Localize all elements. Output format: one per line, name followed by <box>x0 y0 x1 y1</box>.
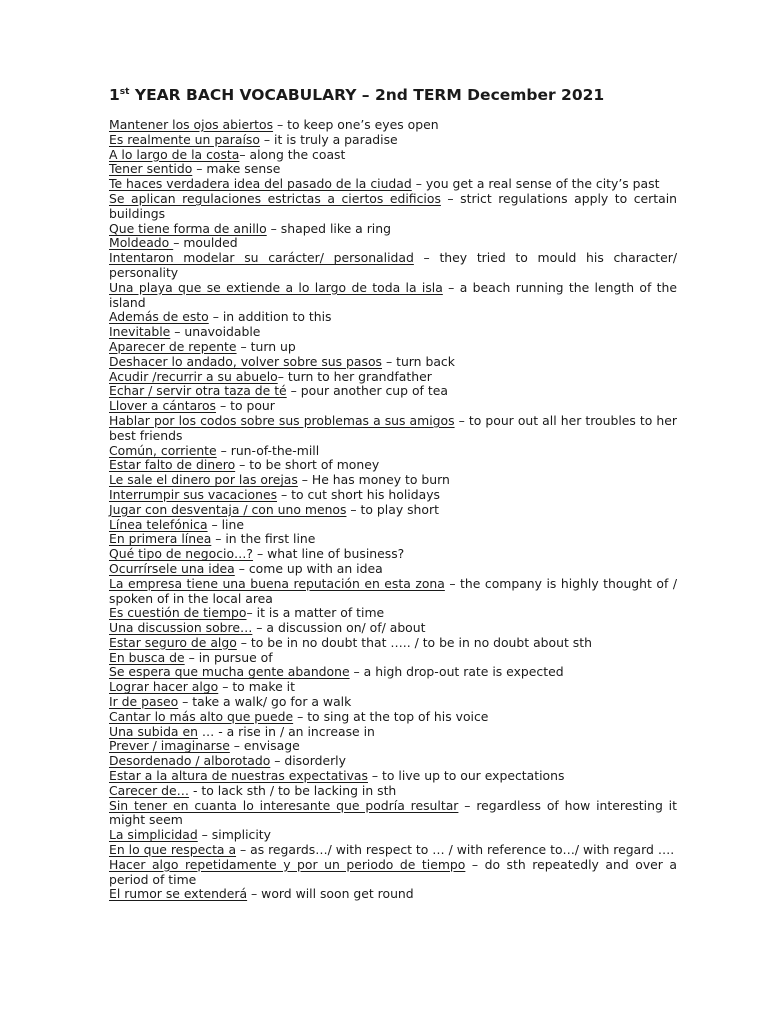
vocabulary-entry <box>109 577 677 607</box>
vocabulary-entry <box>109 621 677 636</box>
vocabulary-entry <box>109 887 677 902</box>
english-translation: – disorderly <box>270 753 346 769</box>
title-rest: YEAR BACH VOCABULARY – 2nd TERM December 2021 <box>129 86 605 104</box>
spanish-phrase: Ir de paseo <box>109 694 179 710</box>
english-translation: – pour another cup of tea <box>286 383 448 399</box>
spanish-phrase: Jugar con desventaja / con uno menos <box>109 501 347 517</box>
spanish-phrase: Además de esto <box>109 309 209 325</box>
english-translation: - to lack sth / to be lacking in sth <box>189 782 397 798</box>
vocabulary-entry <box>109 547 677 562</box>
english-translation: – word will soon get round <box>247 886 414 902</box>
spanish-phrase: Moldeado <box>109 235 174 251</box>
spanish-phrase: Ocurrírsele una idea <box>109 560 235 576</box>
english-translation: – moulded <box>173 235 238 251</box>
vocabulary-entry <box>109 162 677 177</box>
vocabulary-entry <box>109 177 677 192</box>
vocabulary-entry <box>109 370 677 385</box>
spanish-phrase: Se aplican regulaciones estrictas a ciertos edificios <box>109 190 441 206</box>
english-translation: – simplicity <box>197 827 271 843</box>
vocabulary-entry <box>109 355 677 370</box>
spanish-phrase: Una discussion sobre… <box>109 620 253 636</box>
spanish-phrase: Llover a cántaros <box>109 398 217 414</box>
vocabulary-entry <box>109 680 677 695</box>
spanish-phrase: Te haces verdadera idea del pasado de la ciudad <box>109 176 412 192</box>
vocabulary-entry <box>109 444 677 459</box>
english-translation: – turn to her grandfather <box>277 368 432 384</box>
english-translation: – make sense <box>192 161 281 177</box>
vocabulary-entry <box>109 636 677 651</box>
vocabulary-entry <box>109 399 677 414</box>
spanish-phrase: Hacer algo repetidamente y por un periodo de tiempo <box>109 856 466 872</box>
english-translation: – to pour <box>216 398 275 414</box>
spanish-phrase: Carecer de… <box>109 782 190 798</box>
english-translation: – in addition to this <box>208 309 332 325</box>
spanish-phrase: Intentaron modelar su carácter/ personalidad <box>109 250 414 266</box>
vocabulary-entry <box>109 458 677 473</box>
vocabulary-entry <box>109 503 677 518</box>
vocabulary-entry <box>109 858 677 888</box>
spanish-phrase: Una playa que se extiende a lo largo de toda la isla <box>109 279 443 295</box>
english-translation: – to be in no doubt that ….. / to be in no doubt about sth <box>236 634 592 650</box>
vocabulary-entry <box>109 799 677 829</box>
english-translation: – to live up to our expectations <box>367 768 565 784</box>
vocabulary-entry <box>109 518 677 533</box>
vocabulary-entry <box>109 325 677 340</box>
spanish-phrase: Es cuestión de tiempo <box>109 605 247 621</box>
vocabulary-entry <box>109 754 677 769</box>
english-translation: – turn back <box>382 353 455 369</box>
title-ordinal-number: 1 <box>109 86 120 104</box>
english-translation: – regardless of how interesting it might seem <box>109 797 677 828</box>
english-translation: – strict regulations apply to certain buildings <box>109 190 677 221</box>
spanish-phrase: Lograr hacer algo <box>109 679 219 695</box>
vocabulary-entry <box>109 310 677 325</box>
vocabulary-entry <box>109 414 677 444</box>
vocabulary-entry <box>109 843 677 858</box>
spanish-phrase: Línea telefónica <box>109 516 208 532</box>
english-translation: – line <box>207 516 244 532</box>
english-translation: – run-of-the-mill <box>216 442 320 458</box>
vocabulary-entry <box>109 606 677 621</box>
spanish-phrase: La simplicidad <box>109 827 198 843</box>
vocabulary-entry <box>109 828 677 843</box>
spanish-phrase: En busca de <box>109 649 185 665</box>
spanish-phrase: Estar falto de dinero <box>109 457 236 473</box>
vocabulary-entry <box>109 236 677 251</box>
vocabulary-entry <box>109 710 677 725</box>
english-translation: – you get a real sense of the city’s past <box>411 176 660 192</box>
document-title <box>109 84 604 106</box>
spanish-phrase: Mantener los ojos abiertos <box>109 117 274 132</box>
spanish-phrase: Estar a la altura de nuestras expectativas <box>109 768 368 784</box>
english-translation: – come up with an idea <box>234 560 383 576</box>
vocabulary-entry <box>109 769 677 784</box>
spanish-phrase: Se espera que mucha gente abandone <box>109 664 350 680</box>
spanish-phrase: Deshacer lo andado, volver sobre sus pasos <box>109 353 383 369</box>
english-translation: – take a walk/ go for a walk <box>178 694 352 710</box>
english-translation: … - a rise in / an increase in <box>197 723 375 739</box>
spanish-phrase: Desordenado / alborotado <box>109 753 271 769</box>
english-translation: – to cut short his holidays <box>277 486 440 502</box>
vocabulary-entry <box>109 695 677 710</box>
english-translation: – do sth repeatedly and over a period of time <box>109 856 677 887</box>
english-translation: – to make it <box>218 679 295 695</box>
spanish-phrase: Cantar lo más alto que puede <box>109 708 294 724</box>
english-translation: – to sing at the top of his voice <box>293 708 489 724</box>
spanish-phrase: Prever / imaginarse <box>109 738 230 754</box>
english-translation: – a discussion on/ of/ about <box>252 620 426 636</box>
vocabulary-list <box>109 118 677 902</box>
spanish-phrase: El rumor se extenderá <box>109 886 248 902</box>
vocabulary-entry <box>109 725 677 740</box>
english-translation: – shaped like a ring <box>266 220 391 236</box>
vocabulary-entry <box>109 281 677 311</box>
spanish-phrase: Inevitable <box>109 324 171 340</box>
english-translation: – they tried to mould his character/ personality <box>109 250 678 280</box>
vocabulary-entry <box>109 251 677 281</box>
english-translation: – He has money to burn <box>297 472 450 488</box>
spanish-phrase: A lo largo de la costa <box>109 146 240 162</box>
spanish-phrase: Que tiene forma de anillo <box>109 220 267 236</box>
vocabulary-entry <box>109 784 677 799</box>
english-translation: – in the first line <box>211 531 316 547</box>
vocabulary-entry <box>109 532 677 547</box>
spanish-phrase: Estar seguro de algo <box>109 634 237 650</box>
spanish-phrase: Hablar por los codos sobre sus problemas a sus amigos <box>109 412 455 428</box>
english-translation: – to play short <box>346 501 439 517</box>
vocabulary-entry <box>109 473 677 488</box>
english-translation: – what line of business? <box>253 546 405 562</box>
vocabulary-entry <box>109 739 677 754</box>
spanish-phrase: Tener sentido <box>109 161 193 177</box>
spanish-phrase: Acudir /recurrir a su abuelo <box>109 368 278 384</box>
english-translation: – it is a matter of time <box>246 605 385 621</box>
english-translation: – a beach running the length of the island <box>109 279 677 310</box>
vocabulary-entry <box>109 222 677 237</box>
spanish-phrase: En lo que respecta a <box>109 842 237 858</box>
english-translation: – to be short of money <box>235 457 380 473</box>
spanish-phrase: Interrumpir sus vacaciones <box>109 486 278 502</box>
spanish-phrase: Es realmente un paraíso <box>109 131 260 147</box>
english-translation: – a high drop-out rate is expected <box>349 664 564 680</box>
spanish-phrase: Sin tener en cuanta lo interesante que podría resultar <box>109 797 459 813</box>
spanish-phrase: Aparecer de repente <box>109 338 237 354</box>
spanish-phrase: Común, corriente <box>109 442 217 458</box>
english-translation: – turn up <box>236 338 296 354</box>
english-translation: – in pursue of <box>184 649 273 665</box>
english-translation: – as regards…/ with respect to … / with reference to…/ with regard …. <box>236 842 675 858</box>
vocabulary-entry <box>109 488 677 503</box>
vocabulary-entry <box>109 192 677 222</box>
spanish-phrase: Le sale el dinero por las orejas <box>109 472 298 488</box>
english-translation: – to keep one’s eyes open <box>273 117 439 132</box>
english-translation: – along the coast <box>239 146 346 162</box>
spanish-phrase: Qué tipo de negocio…? <box>109 546 254 562</box>
english-translation: – envisage <box>229 738 300 754</box>
title-ordinal-suffix: st <box>119 87 130 97</box>
vocabulary-entry <box>109 651 677 666</box>
spanish-phrase: En primera línea <box>109 531 212 547</box>
vocabulary-entry <box>109 133 677 148</box>
english-translation: – it is truly a paradise <box>259 131 398 147</box>
spanish-phrase: Una subida en <box>109 723 198 739</box>
spanish-phrase: Echar / servir otra taza de té <box>109 383 287 399</box>
spanish-phrase: La empresa tiene una buena reputación en esta zona <box>109 575 445 591</box>
english-translation: – the company is highly thought of / spoken of in the local area <box>109 575 677 606</box>
vocabulary-entry <box>109 118 677 133</box>
english-translation: – to pour out all her troubles to her best friends <box>109 412 677 443</box>
vocabulary-entry <box>109 384 677 399</box>
vocabulary-entry <box>109 562 677 577</box>
vocabulary-entry <box>109 665 677 680</box>
vocabulary-entry <box>109 340 677 355</box>
vocabulary-entry <box>109 148 677 163</box>
english-translation: – unavoidable <box>170 324 261 340</box>
